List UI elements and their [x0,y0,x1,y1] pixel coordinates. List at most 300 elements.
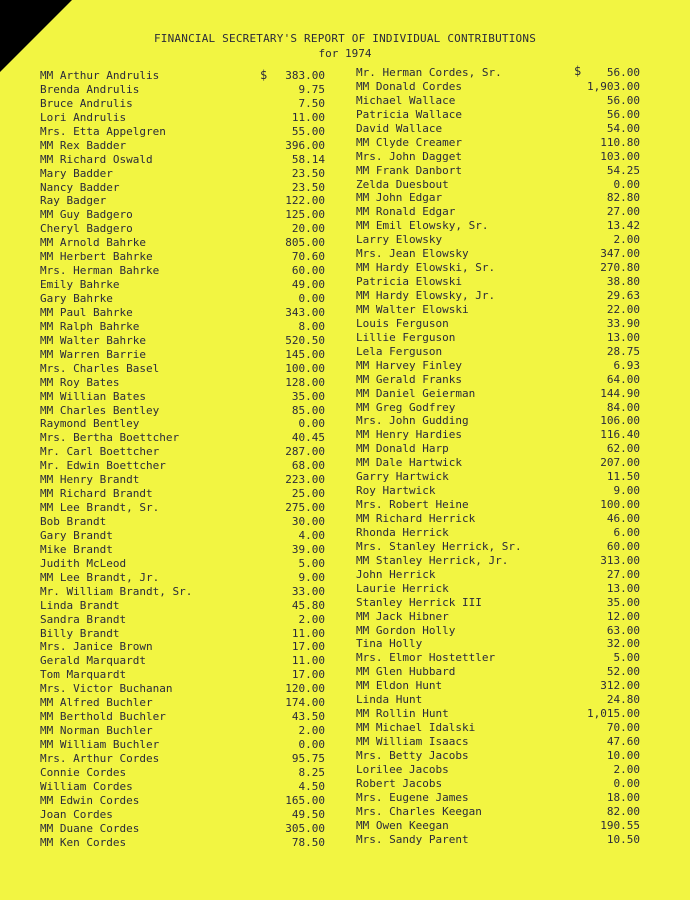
contribution-row [40,529,325,543]
contribution-row [40,167,325,181]
contributor-name: MM Duane Cordes [40,821,140,835]
contributor-name: MM Richard Oswald [40,152,153,166]
contribution-row [356,317,640,331]
contributor-name: MM Warren Barrie [40,347,146,361]
contribution-amount: 84.00 [606,400,640,414]
contributor-name: Larry Elowsky [356,233,443,247]
contributor-name: MM Ken Cordes [40,835,127,849]
contributor-name: Gary Bahrke [40,292,113,305]
contribution-row [356,540,640,554]
contribution-amount: 33.00 [291,584,325,598]
contribution-amount: 6.93 [613,358,640,372]
contributor-name: Patricia Elowski [356,275,462,289]
contribution-row [356,275,640,289]
contribution-row [40,390,325,404]
contributor-name: Mrs. Arthur Cordes [40,751,160,765]
contribution-row [40,752,325,766]
contribution-row [356,108,640,122]
contributor-name: MM Donald Cordes [356,79,462,93]
contribution-amount: 82.00 [606,804,640,818]
contribution-row [40,738,325,752]
contributor-name: Mrs. Sandy Parent [356,832,469,846]
contribution-row [356,233,640,247]
contribution-row [40,236,325,250]
contribution-row [356,763,640,777]
contributor-name: Lori Andrulis [40,110,127,124]
contribution-row [40,320,325,334]
contributor-name: Lillie Ferguson [356,330,456,344]
contribution-amount: 45.80 [291,598,325,612]
contribution-amount: 11.50 [606,470,640,484]
contribution-amount: 60.00 [291,264,325,278]
contribution-row [356,428,640,442]
contribution-amount: 520.50 [285,333,325,347]
contributor-name: Lorilee Jacobs [356,762,449,776]
contribution-amount: 103.00 [600,149,640,163]
contribution-amount: 60.00 [606,539,640,553]
contribution-row [356,637,640,651]
contribution-amount: 23.50 [291,166,325,180]
contributor-name: William Cordes [40,779,133,793]
contribution-amount: 6.00 [613,525,640,539]
contribution-row [356,819,640,833]
contribution-amount: 9.00 [298,570,325,584]
contribution-amount: 396.00 [285,138,325,152]
contribution-row [356,414,640,428]
contribution-amount: 56.00 [606,93,640,107]
report-year: for 1974 [318,47,372,60]
contribution-amount: 82.80 [606,191,640,205]
contribution-row [356,498,640,512]
contribution-row [356,554,640,568]
contribution-amount: 120.00 [285,682,325,696]
contributor-name: Zelda Duesbout [356,177,449,191]
contribution-row [40,139,325,153]
contribution-row [40,557,325,571]
contribution-amount: 17.00 [291,668,325,682]
contributor-name: Mr. William Brandt, Sr. [40,584,193,598]
contributor-name: Bob Brandt [40,515,107,528]
contribution-amount: 64.00 [606,372,640,386]
contribution-row [40,766,325,780]
contribution-row [40,640,325,654]
contribution-amount: 2.00 [613,762,640,776]
contribution-row [356,359,640,373]
contributor-name: MM Rollin Hunt [356,707,449,721]
contribution-amount: 47.60 [606,735,640,748]
contributor-name: Gerald Marquardt [40,654,146,668]
contribution-row [40,543,325,557]
contribution-row [356,721,640,735]
contribution-amount: 100.00 [285,361,325,375]
contributor-name: MM Clyde Creamer [356,135,462,149]
contributor-name: Connie Cordes [40,765,127,779]
contribution-row [356,484,640,498]
contributor-name: MM John Edgar [356,191,443,205]
contributor-name: Judith McLeod [40,556,127,570]
contributor-name: Mike Brandt [40,542,113,556]
contributor-name: MM Lee Brandt, Jr. [40,570,160,584]
contributor-name: Patricia Wallace [356,107,462,121]
contributor-name: MM Richard Herrick [356,512,476,525]
contributor-name: MM Arnold Bahrke [40,236,146,250]
contributor-name: Gary Brandt [40,528,113,542]
contributor-name: MM Greg Godfrey [356,400,456,414]
contribution-amount: 312.00 [600,679,640,693]
contribution-row [356,805,640,819]
contribution-row [40,431,325,445]
contributor-name: MM Stanley Herrick, Jr. [356,553,509,567]
contribution-amount: 28.75 [606,344,640,358]
contribution-amount: 0.00 [298,738,325,751]
contribution-amount: 43.50 [291,710,325,724]
contribution-row [40,780,325,794]
contribution-amount: 78.50 [291,835,325,849]
contribution-row [356,164,640,178]
contribution-row [356,707,640,721]
contribution-amount: 70.60 [291,250,325,264]
contribution-amount: 347.00 [600,247,640,261]
contribution-amount: 383.00 [285,69,325,82]
contributor-name: Mrs. John Gudding [356,414,469,428]
contribution-amount: 10.50 [606,832,640,846]
contribution-amount: 4.50 [298,779,325,793]
contribution-amount: 1,015.00 [587,707,640,721]
contribution-row [40,194,325,208]
contribution-amount: 32.00 [606,637,640,651]
contribution-amount: 56.00 [606,66,640,79]
contribution-amount: 18.00 [606,790,640,804]
contributor-name: Mrs. John Dagget [356,149,462,163]
contributor-name: Roy Hartwick [356,484,436,498]
contribution-amount: 144.90 [600,386,640,400]
contribution-amount: 70.00 [606,721,640,735]
contribution-row [40,376,325,390]
contribution-amount: 10.00 [606,748,640,762]
contribution-row [40,724,325,738]
contributor-name: Laurie Herrick [356,581,449,595]
contribution-amount: 49.00 [291,278,325,292]
contributor-name: MM Donald Harp [356,442,449,456]
contributor-name: MM Ronald Edgar [356,205,456,219]
contribution-row [356,624,640,638]
contributor-name: John Herrick [356,567,436,581]
contribution-amount: 275.00 [285,501,325,515]
contributor-name: Mrs. Herman Bahrke [40,264,160,278]
contribution-row [356,80,640,94]
contributor-name: Mary Badder [40,166,113,180]
contribution-row [356,136,640,150]
contributor-name: Louis Ferguson [356,316,449,330]
contribution-amount: 190.55 [600,818,640,832]
contribution-row [40,613,325,627]
contributor-name: Michael Wallace [356,93,456,107]
contribution-row [40,585,325,599]
contributor-name: MM Frank Danbort [356,163,462,177]
contribution-amount: 49.50 [291,807,325,821]
contributor-name: MM Charles Bentley [40,403,160,417]
contribution-amount: 5.00 [298,556,325,570]
contribution-row [356,526,640,540]
contribution-row [40,334,325,348]
contribution-amount: 13.00 [606,581,640,595]
contributor-name: MM Herbert Bahrke [40,250,153,264]
contribution-amount: 29.63 [606,289,640,302]
contribution-amount: 0.00 [613,177,640,191]
contribution-row [40,278,325,292]
contribution-row [40,362,325,376]
contribution-row [40,306,325,320]
contributor-name: MM Lee Brandt, Sr. [40,501,160,515]
contributor-name: Mrs. Janice Brown [40,640,153,654]
contribution-amount: 38.80 [606,275,640,289]
contribution-amount: 106.00 [600,414,640,428]
contribution-row [40,515,325,529]
contributor-name: MM Ralph Bahrke [40,319,140,333]
contributor-name: MM Hardy Elowsky, Jr. [356,289,496,302]
contributor-name: MM Daniel Geierman [356,386,476,400]
contribution-amount: 13.00 [606,330,640,344]
contributor-name: Mrs. Stanley Herrick, Sr. [356,539,522,553]
contribution-amount: 62.00 [606,442,640,456]
contribution-row [356,833,640,847]
contribution-amount: 305.00 [285,821,325,835]
contributor-name: MM Walter Elowski [356,302,469,316]
contribution-row [40,181,325,195]
contribution-amount: 20.00 [291,222,325,236]
contributor-name: Mrs. Betty Jacobs [356,748,469,762]
contributor-name: Rhonda Herrick [356,525,449,539]
contribution-row [356,387,640,401]
contributor-name: Bruce Andrulis [40,96,133,110]
contribution-row [356,205,640,219]
contribution-amount: 0.00 [298,292,325,305]
contribution-row [356,345,640,359]
contribution-row [40,654,325,668]
contribution-row [356,261,640,275]
contribution-row [356,94,640,108]
contributor-name: MM Glen Hubbard [356,665,456,679]
contributor-name: MM Emil Elowsky, Sr. [356,219,489,233]
contribution-amount: 11.00 [291,626,325,640]
contributor-name: Mrs. Eugene James [356,790,469,804]
contribution-amount: 128.00 [285,375,325,389]
contribution-amount: 7.50 [298,96,325,110]
contribution-row [356,373,640,387]
contribution-row [356,651,640,665]
contribution-amount: 207.00 [600,456,640,470]
contributor-name: Mrs. Etta Appelgren [40,124,166,138]
contributor-name: MM William Isaacs [356,735,469,748]
contribution-row [40,501,325,515]
contribution-row [40,808,325,822]
contributor-name: Stanley Herrick III [356,595,482,609]
contribution-amount: 2.00 [298,724,325,738]
contribution-amount: 125.00 [285,208,325,222]
contributor-name: Emily Bahrke [40,278,120,292]
contribution-amount: 35.00 [606,595,640,609]
contribution-row [40,627,325,641]
contribution-row [356,442,640,456]
contribution-row [40,696,325,710]
contribution-amount: 0.00 [613,776,640,790]
contribution-row [356,582,640,596]
contribution-amount: 55.00 [291,124,325,138]
contribution-row [356,679,640,693]
contribution-amount: 9.75 [298,82,325,96]
contributor-name: Mrs. Bertha Boettcher [40,431,180,445]
contribution-amount: 100.00 [600,498,640,512]
contribution-amount: 11.00 [291,654,325,668]
contribution-amount: 2.00 [613,233,640,247]
contributor-name: MM Berthold Buchler [40,710,166,724]
contribution-row [356,777,640,791]
contribution-row [40,682,325,696]
contribution-row [40,473,325,487]
contributor-name: Mr. Edwin Boettcher [40,459,166,473]
contribution-amount: 46.00 [606,512,640,525]
contributor-name: MM Arthur Andrulis [40,69,160,82]
contributor-name: MM Gordon Holly [356,623,456,637]
contribution-row [356,66,640,80]
contribution-row [40,710,325,724]
contribution-row [356,191,640,205]
contribution-amount: 270.80 [600,261,640,275]
contribution-amount: 287.00 [285,445,325,459]
contribution-row [40,599,325,613]
contribution-amount: 24.80 [606,693,640,707]
contributor-name: MM Henry Hardies [356,428,462,442]
contribution-row [356,456,640,470]
contributions-left-column [40,69,325,850]
contribution-amount: 116.40 [600,428,640,442]
contribution-amount: 110.80 [600,135,640,149]
contribution-amount: 40.45 [291,431,325,445]
contributor-name: Tina Holly [356,637,423,651]
contribution-amount: 1,903.00 [587,79,640,93]
contributor-name: MM Gerald Franks [356,372,462,386]
contribution-row [40,836,325,850]
contributor-name: MM Dale Hartwick [356,456,462,470]
contribution-row [40,111,325,125]
contributor-name: MM Richard Brandt [40,487,153,501]
contributor-name: Robert Jacobs [356,776,443,790]
contribution-row [356,303,640,317]
contribution-row [356,219,640,233]
contributor-name: Mrs. Victor Buchanan [40,682,173,696]
contributor-name: Nancy Badder [40,180,120,194]
contributor-name: Mrs. Elmor Hostettler [356,651,496,665]
contribution-amount: 12.00 [606,609,640,623]
contributor-name: Brenda Andrulis [40,82,140,96]
contribution-amount: 27.00 [606,205,640,219]
contribution-row [356,331,640,345]
contribution-row [356,693,640,707]
contribution-row [356,596,640,610]
contribution-amount: 145.00 [285,347,325,361]
contribution-amount: 11.00 [291,110,325,124]
contribution-amount: 5.00 [613,651,640,665]
contributor-name: David Wallace [356,121,443,135]
contribution-amount: 2.00 [298,612,325,626]
contribution-row [40,125,325,139]
contribution-row [356,665,640,679]
contributor-name: MM Willian Bates [40,389,146,403]
contribution-amount: 17.00 [291,640,325,654]
contributor-name: MM Jack Hibner [356,609,449,623]
contribution-row [40,348,325,362]
contribution-row [356,247,640,261]
contribution-amount: 39.00 [291,542,325,556]
contributor-name: Ray Badger [40,194,107,208]
currency-symbol-right: $ [574,64,582,78]
contribution-row [356,610,640,624]
contribution-row [40,487,325,501]
contribution-amount: 52.00 [606,665,640,679]
contributor-name: Mr. Carl Boettcher [40,445,160,459]
contribution-amount: 63.00 [606,623,640,637]
contribution-amount: 22.00 [606,302,640,316]
contribution-amount: 85.00 [291,403,325,417]
contribution-row [40,459,325,473]
contribution-amount: 122.00 [285,194,325,208]
contribution-row [40,153,325,167]
contribution-row [40,417,325,431]
contributor-name: MM Hardy Elowski, Sr. [356,261,496,275]
contributor-name: Garry Hartwick [356,470,449,484]
contribution-amount: 68.00 [291,459,325,473]
contributor-name: MM Harvey Finley [356,358,462,372]
contributor-name: Lela Ferguson [356,344,443,358]
contributor-name: Tom Marquardt [40,668,127,682]
contribution-amount: 33.90 [606,316,640,330]
contribution-row [356,749,640,763]
contribution-row [40,571,325,585]
contributor-name: MM Michael Idalski [356,721,476,735]
contributor-name: Sandra Brandt [40,612,127,626]
contribution-row [40,822,325,836]
contribution-row [40,404,325,418]
contribution-row [356,568,640,582]
contribution-row [356,791,640,805]
contribution-amount: 25.00 [291,487,325,501]
contributor-name: Mrs. Robert Heine [356,498,469,512]
contributor-name: Linda Hunt [356,693,423,707]
contribution-row [356,289,640,303]
contribution-amount: 56.00 [606,107,640,121]
contributions-right-column [356,66,640,847]
contributor-name: Joan Cordes [40,807,113,821]
contribution-amount: 343.00 [285,305,325,319]
contribution-row [40,445,325,459]
contribution-row [40,69,325,83]
contribution-amount: 174.00 [285,696,325,710]
contribution-amount: 95.75 [291,751,325,765]
contribution-amount: 23.50 [291,180,325,194]
contribution-row [40,97,325,111]
report-title: FINANCIAL SECRETARY'S REPORT OF INDIVIDUAL CONTRIBUTIONS [153,32,537,45]
contributor-name: MM Walter Bahrke [40,333,146,347]
contribution-amount: 13.42 [606,219,640,233]
contribution-row [40,208,325,222]
contributor-name: MM William Buchler [40,738,160,751]
contributor-name: MM Paul Bahrke [40,305,133,319]
contributor-name: Mrs. Charles Keegan [356,804,482,818]
contribution-amount: 805.00 [285,236,325,250]
contribution-amount: 54.00 [606,121,640,135]
contribution-amount: 27.00 [606,567,640,581]
contribution-amount: 8.25 [298,765,325,779]
